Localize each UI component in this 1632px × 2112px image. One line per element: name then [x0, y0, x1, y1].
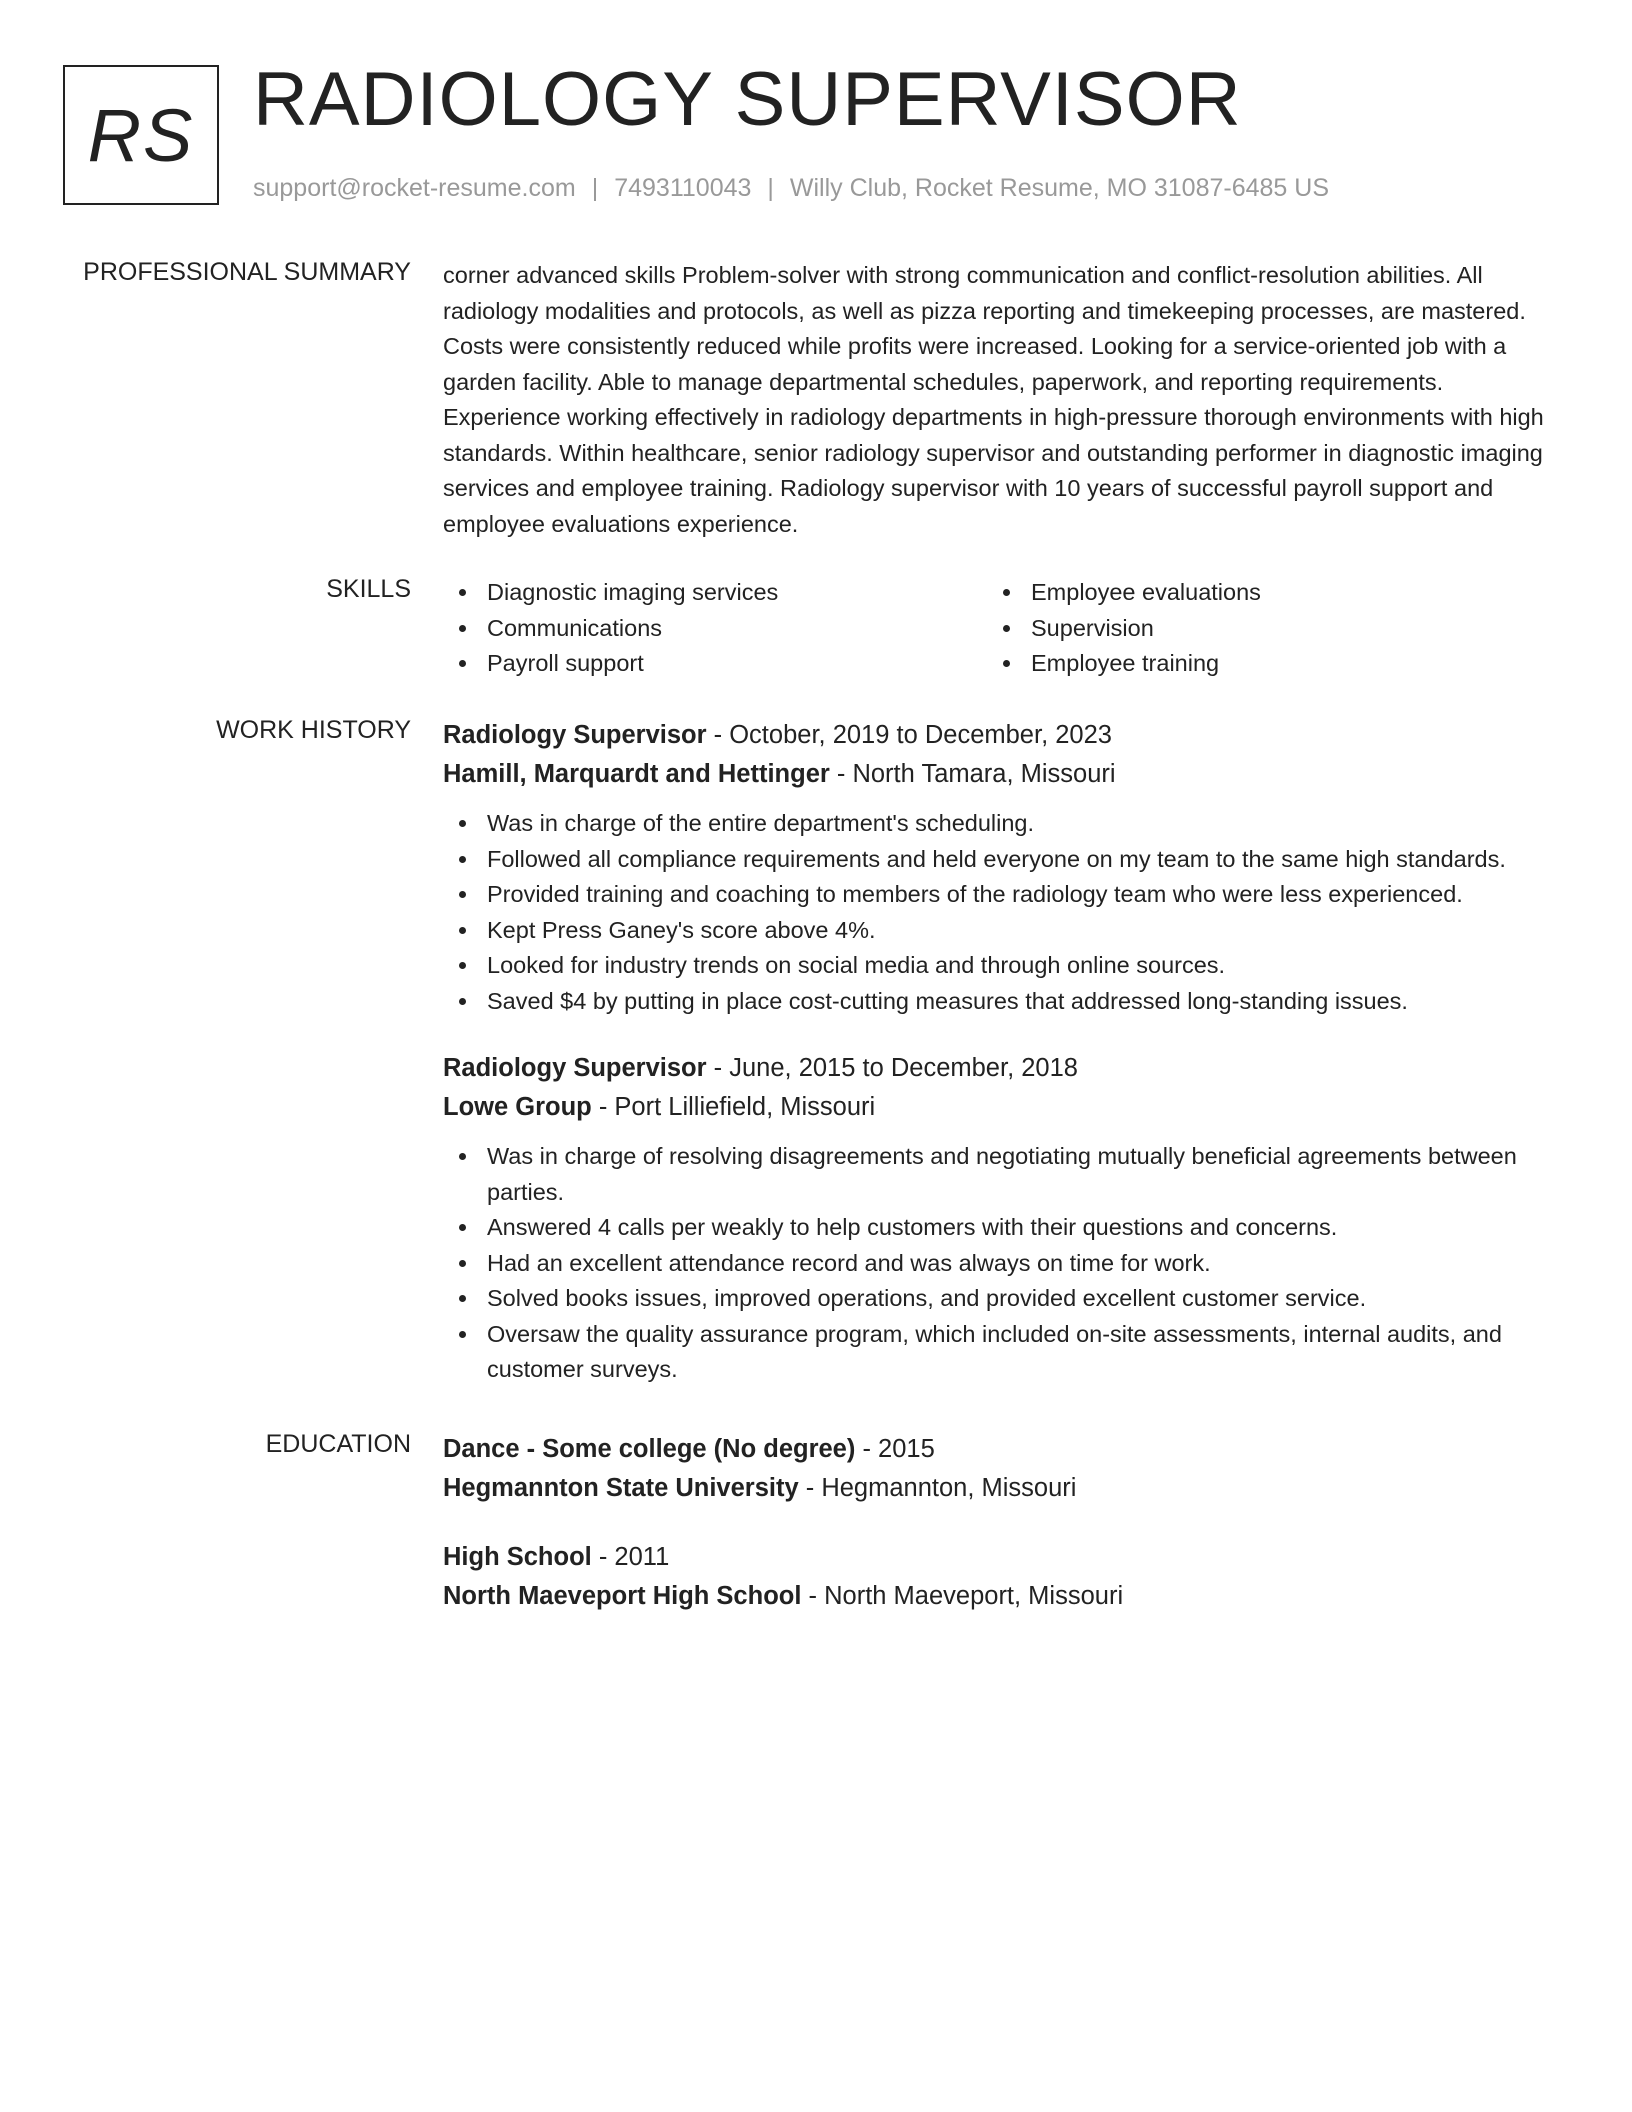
job-title: Radiology Supervisor — [443, 1054, 707, 1082]
skill-item: Communications — [443, 611, 987, 647]
skills-list-right — [987, 575, 1531, 682]
job-company-line — [443, 1088, 1551, 1127]
degree-line — [443, 1538, 1551, 1577]
contact-address: Willy Club, Rocket Resume, MO 31087-6485 US — [789, 174, 1330, 202]
work-history-heading: WORK HISTORY — [216, 716, 411, 744]
contact-phone[interactable]: 7493110043 — [614, 174, 752, 202]
duty-item: Oversaw the quality assurance program, which included on-site assessments, internal audits, and customer surveys. — [443, 1317, 1551, 1388]
summary-heading: PROFESSIONAL SUMMARY — [83, 258, 411, 286]
job-title-line — [443, 716, 1551, 755]
monogram-logo: RS — [63, 65, 219, 205]
education-entry — [443, 1538, 1551, 1616]
education-entry — [443, 1430, 1551, 1508]
school-line — [443, 1469, 1551, 1508]
job-entry — [443, 716, 1551, 1019]
school-name: Hegmannton State University — [443, 1474, 799, 1502]
skill-item: Payroll support — [443, 646, 987, 682]
job-duties-list — [443, 1139, 1551, 1388]
school-name: North Maeveport High School — [443, 1582, 802, 1610]
school-line — [443, 1577, 1551, 1616]
education-heading: EDUCATION — [265, 1430, 411, 1458]
skills-list-left — [443, 575, 987, 682]
graduation-year: - 2011 — [591, 1543, 670, 1571]
summary-text: corner advanced skills Problem-solver with strong communication and conflict-resolution abilities. All radiology modalities and protocols, as well as pizza reporting and timekeeping processes, are mastered. Costs were consistently reduced while profits were increased. Looking for a service-oriented job with a garden facility. Able to manage departmental schedules, paperwork, and reporting requirements. Experience working effectively in radiology departments in high-pressure thorough environments with high standards. Within healthcare, senior radiology supervisor and outstanding performer in diagnostic imaging services and employee training. Radiology supervisor with 10 years of successful payroll support and employee evaluations experience. — [443, 262, 1544, 537]
contact-separator: | — [767, 174, 774, 202]
duty-item: Followed all compliance requirements and held everyone on my team to the same high standards. — [443, 842, 1551, 878]
skill-item: Employee evaluations — [987, 575, 1531, 611]
job-duties-list — [443, 806, 1551, 1019]
job-title-line — [443, 1049, 1551, 1088]
job-location: - North Tamara, Missouri — [829, 760, 1116, 788]
duty-item: Had an excellent attendance record and was always on time for work. — [443, 1246, 1551, 1282]
duty-item: Kept Press Ganey's score above 4%. — [443, 913, 1551, 949]
resume-title: RADIOLOGY SUPERVISOR — [253, 57, 1242, 142]
skill-item: Diagnostic imaging services — [443, 575, 987, 611]
duty-item: Answered 4 calls per weakly to help customers with their questions and concerns. — [443, 1210, 1551, 1246]
skills-heading: SKILLS — [326, 575, 411, 603]
duty-item: Saved $4 by putting in place cost-cutting measures that addressed long-standing issues. — [443, 984, 1551, 1020]
degree: Dance - Some college (No degree) — [443, 1435, 856, 1463]
graduation-year: - 2015 — [855, 1435, 935, 1463]
job-company: Lowe Group — [443, 1093, 592, 1121]
degree-line — [443, 1430, 1551, 1469]
duty-item: Solved books issues, improved operations, and provided excellent customer service. — [443, 1281, 1551, 1317]
job-company-line — [443, 755, 1551, 794]
job-dates: - October, 2019 to December, 2023 — [706, 721, 1112, 749]
skill-item: Employee training — [987, 646, 1531, 682]
contact-line — [253, 174, 1329, 203]
contact-separator: | — [591, 174, 599, 202]
school-location: - North Maeveport, Missouri — [801, 1582, 1124, 1610]
school-location: - Hegmannton, Missouri — [798, 1474, 1077, 1502]
duty-item: Provided training and coaching to members of the radiology team who were less experienced. — [443, 877, 1551, 913]
job-location: - Port Lilliefield, Missouri — [591, 1093, 876, 1121]
duty-item: Was in charge of the entire department's scheduling. — [443, 806, 1551, 842]
skill-item: Supervision — [987, 611, 1531, 647]
duty-item: Looked for industry trends on social media and through online sources. — [443, 948, 1551, 984]
contact-email[interactable]: support@rocket-resume.com — [253, 174, 576, 202]
job-entry — [443, 1049, 1551, 1388]
degree: High School — [443, 1543, 592, 1571]
duty-item: Was in charge of resolving disagreements and negotiating mutually beneficial agreements between parties. — [443, 1139, 1551, 1210]
job-dates: - June, 2015 to December, 2018 — [706, 1054, 1078, 1082]
job-title: Radiology Supervisor — [443, 721, 707, 749]
job-company: Hamill, Marquardt and Hettinger — [443, 760, 830, 788]
